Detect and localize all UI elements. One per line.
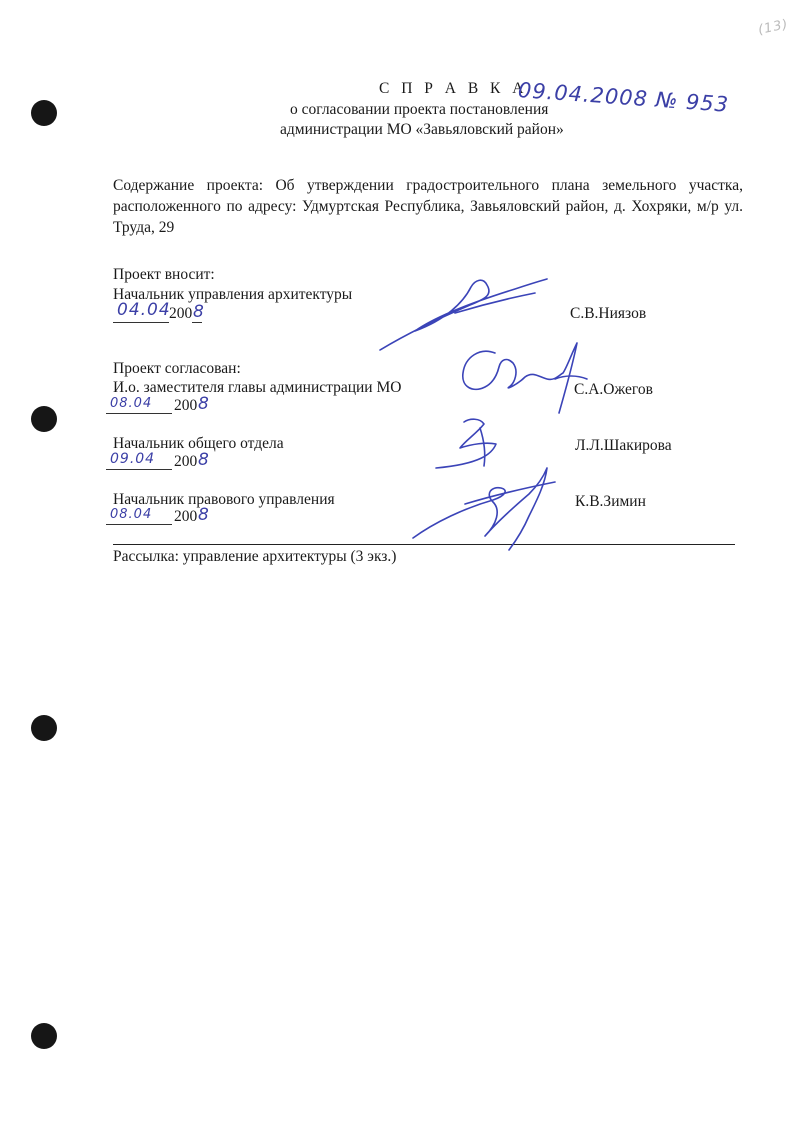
approver-date-hand: 09.04 xyxy=(110,451,156,467)
approver-date-hand: 08.04 xyxy=(110,507,153,522)
handwritten-registration: 09.04.2008 № 953 xyxy=(517,78,730,117)
submitter-year: 200 xyxy=(169,305,193,322)
submitter-name: С.В.Ниязов xyxy=(570,305,647,322)
approver-year-hand: 8 xyxy=(198,450,210,470)
approver-year: 200 xyxy=(174,453,198,470)
punch-hole xyxy=(31,406,57,432)
submitter-date-hand: 04.04 xyxy=(117,300,171,320)
approver-year: 200 xyxy=(174,397,198,414)
approver-year-hand: 8 xyxy=(198,394,210,414)
approver-year: 200 xyxy=(174,508,198,525)
submitter-year-line xyxy=(192,322,202,323)
approver-role: Начальник правового управления xyxy=(113,491,335,508)
punch-hole xyxy=(31,100,57,126)
punch-hole xyxy=(31,1023,57,1049)
submitter-heading: Проект вносит: xyxy=(113,266,215,283)
document-title: С П Р А В К А xyxy=(379,80,528,97)
signature-zimin xyxy=(405,460,580,555)
document-subtitle-line1: о согласовании проекта постановления xyxy=(290,101,549,118)
approver-name: К.В.Зимин xyxy=(575,493,646,510)
document-subtitle-line2: администрации МО «Завьяловский район» xyxy=(280,121,564,138)
approved-heading: Проект согласован: xyxy=(113,360,241,377)
approver-date-line xyxy=(106,524,172,525)
approver-name: Л.Л.Шакирова xyxy=(575,437,672,454)
project-content: Содержание проекта: Об утверждении градостроительного плана земельного участка, расположенного по адресу: Удмуртская Республика, Завьяловский район, д. Хохряки, м/р ул. Труда, 29 xyxy=(113,177,743,236)
approver-role: И.о. заместителя главы администрации МО xyxy=(113,379,402,396)
submitter-role: Начальник управления архитектуры xyxy=(113,286,353,303)
distribution-line: Рассылка: управление архитектуры (3 экз.) xyxy=(113,548,397,565)
punch-hole xyxy=(31,715,57,741)
corner-mark: (13) xyxy=(756,16,790,39)
submitter-year-hand: 8 xyxy=(193,302,205,322)
approver-date-line xyxy=(106,413,172,414)
signature-ozhegov xyxy=(455,335,615,420)
approver-date-line xyxy=(106,469,172,470)
approver-date-hand: 08.04 xyxy=(110,396,153,411)
approver-role: Начальник общего отдела xyxy=(113,435,284,452)
submitter-date-line xyxy=(113,322,169,323)
approver-year-hand: 8 xyxy=(198,505,210,525)
approver-name: С.А.Ожегов xyxy=(574,381,653,398)
